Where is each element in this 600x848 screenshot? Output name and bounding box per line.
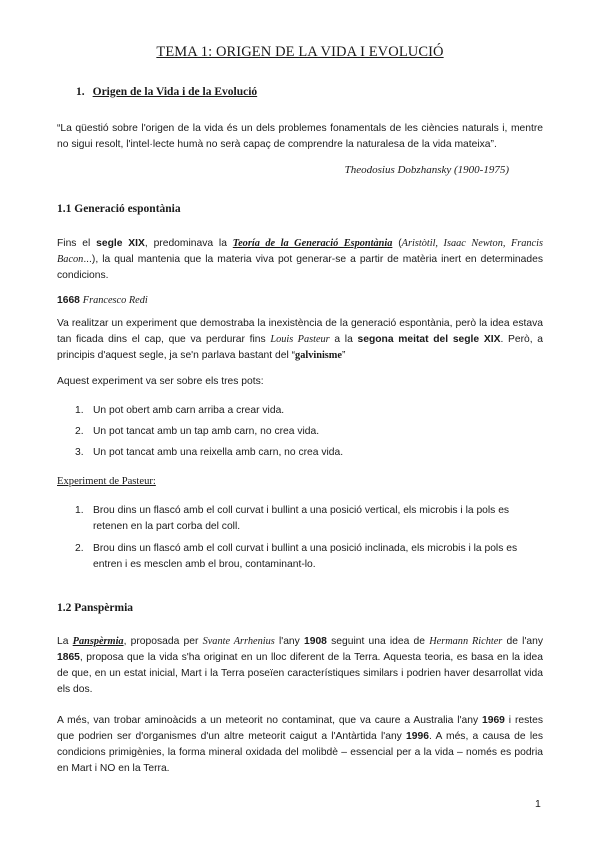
text-run: a la [329,334,358,345]
list-number: 2. [75,426,84,437]
list-number: 1. [75,405,84,416]
year-bold: 1865 [57,652,80,663]
text-run: l'any [274,636,304,647]
text-run: de l'any [502,636,544,647]
panspermia-paragraph [57,634,543,698]
bold-term: segona meitat del segle XIX [357,334,501,345]
redi-name: Francesco Redi [82,295,148,306]
pasteur-name: Louis Pasteur [270,334,330,345]
pots-list [75,403,543,461]
text-run: seguint una idea de [326,636,430,647]
text-run: , proposa que la vida s'ha originat en un lloc diferent de la Terra. Aquesta teoria, es basa en la idea de que, en un estat inicial, Mart i la Terra poseïen característiques similars i podrien haver desarrollat vida els dos. [57,652,543,695]
year-bold: 1908 [304,636,327,647]
richter-name: Hermann Richter [429,636,503,647]
authors-list: Aristòtil, Isaac Newton, Francis Bacon [57,238,543,265]
list-item [75,424,543,440]
list-number: 3. [75,447,84,458]
redi-paragraph [57,316,543,364]
list-number: 1. [75,505,84,516]
text-run: Va realitzar un experiment que demostraba la inexistència de la generació espontània, però la idea estava tan ficada dins el cap, que va perdurar fins [57,318,543,345]
quote-author: Theodosius Dobzhansky (1900-1975) [344,164,509,176]
theory-term: Teoría de la Generació Espontània [232,238,393,249]
text-run: A més, van trobar aminoàcids a un meteorit no contaminat, que va caure a Australia l'any [57,715,482,726]
pots-intro: Aquest experiment va ser sobre els tres pots: [57,376,264,387]
list-text: Un pot tancat amb un tap amb carn, no crea vida. [93,426,320,437]
text-run: La [57,636,73,647]
galvinisme-term: galvinisme [295,350,342,361]
bold-term: segle XIX [96,238,145,249]
list-text: Un pot tancat amb una reixella amb carn, no crea vida. [93,447,344,458]
pasteur-heading: Experiment de Pasteur: [57,476,156,487]
list-item [75,403,543,419]
document-title: TEMA 1: ORIGEN DE LA VIDA I EVOLUCIÓ [156,44,444,60]
list-text: Un pot obert amb carn arriba a crear vida. [93,405,285,416]
text-run: , predominava la [144,238,233,249]
text-run: Fins el [57,238,97,249]
list-text: Brou dins un flascó amb el coll curvat i bullint a una posició vertical, els microbis i la pols es retenen en la part corba del coll. [93,505,510,532]
redi-year: 1668 [57,295,80,306]
meteorit-paragraph [57,713,543,777]
redi-heading [57,295,148,306]
section-1-title: Origen de la Vida i de la Evolució [92,86,258,98]
text-run: , proposada per [123,636,203,647]
pasteur-list [75,503,543,573]
list-item [75,503,543,535]
page-number: 1 [535,798,541,810]
list-item [75,445,543,461]
text-run: . Però, a principis d'aquest segle, ja se'n parlava bastant del “ [57,334,544,361]
section-1-1-heading: 1.1 Generació espontània [57,203,181,215]
arrhenius-name: Svante Arrhenius [202,636,275,647]
year-bold: 1996 [406,731,429,742]
list-item [75,541,543,573]
list-text: Brou dins un flascó amb el coll curvat i bullint a una posició inclinada, els microbis i la pols es entren i es mesclen amb el brou, contaminant-lo. [93,543,518,570]
text-run: ...), la qual mantenia que la materia viva pot generar-se a partir de matèria inert en determinades condicions. [57,254,543,281]
section-1-2-heading: 1.2 Panspèrmia [57,602,134,614]
year-bold: 1969 [482,715,505,726]
section-1-heading [76,86,257,98]
text-run: . A més, a causa de les condicions primigènies, la forma mineral oxidada del molibdè – essencial per a la vida – només es podria en Mart i NO en la Terra. [57,731,543,774]
text-run: ” [341,350,346,361]
text-run: i restes que podrien ser d'organismes d'un altre meteorit caigut a l'Antàrtida l'any [57,715,543,742]
list-number: 2. [75,543,84,554]
generacio-paragraph [57,236,543,284]
text-run: ( [392,238,402,249]
section-1-number: 1. [76,86,85,98]
panspermia-term: Panspèrmia [72,636,124,647]
quote-text: “La qüestió sobre l'origen de la vida és un dels problemes fonamentals de les ciències naturals i, mentre no sigui resolt, l'intel·lecte humà no serà capaç de comprendre la naturalesa de la vida mateixa”. [57,123,543,150]
